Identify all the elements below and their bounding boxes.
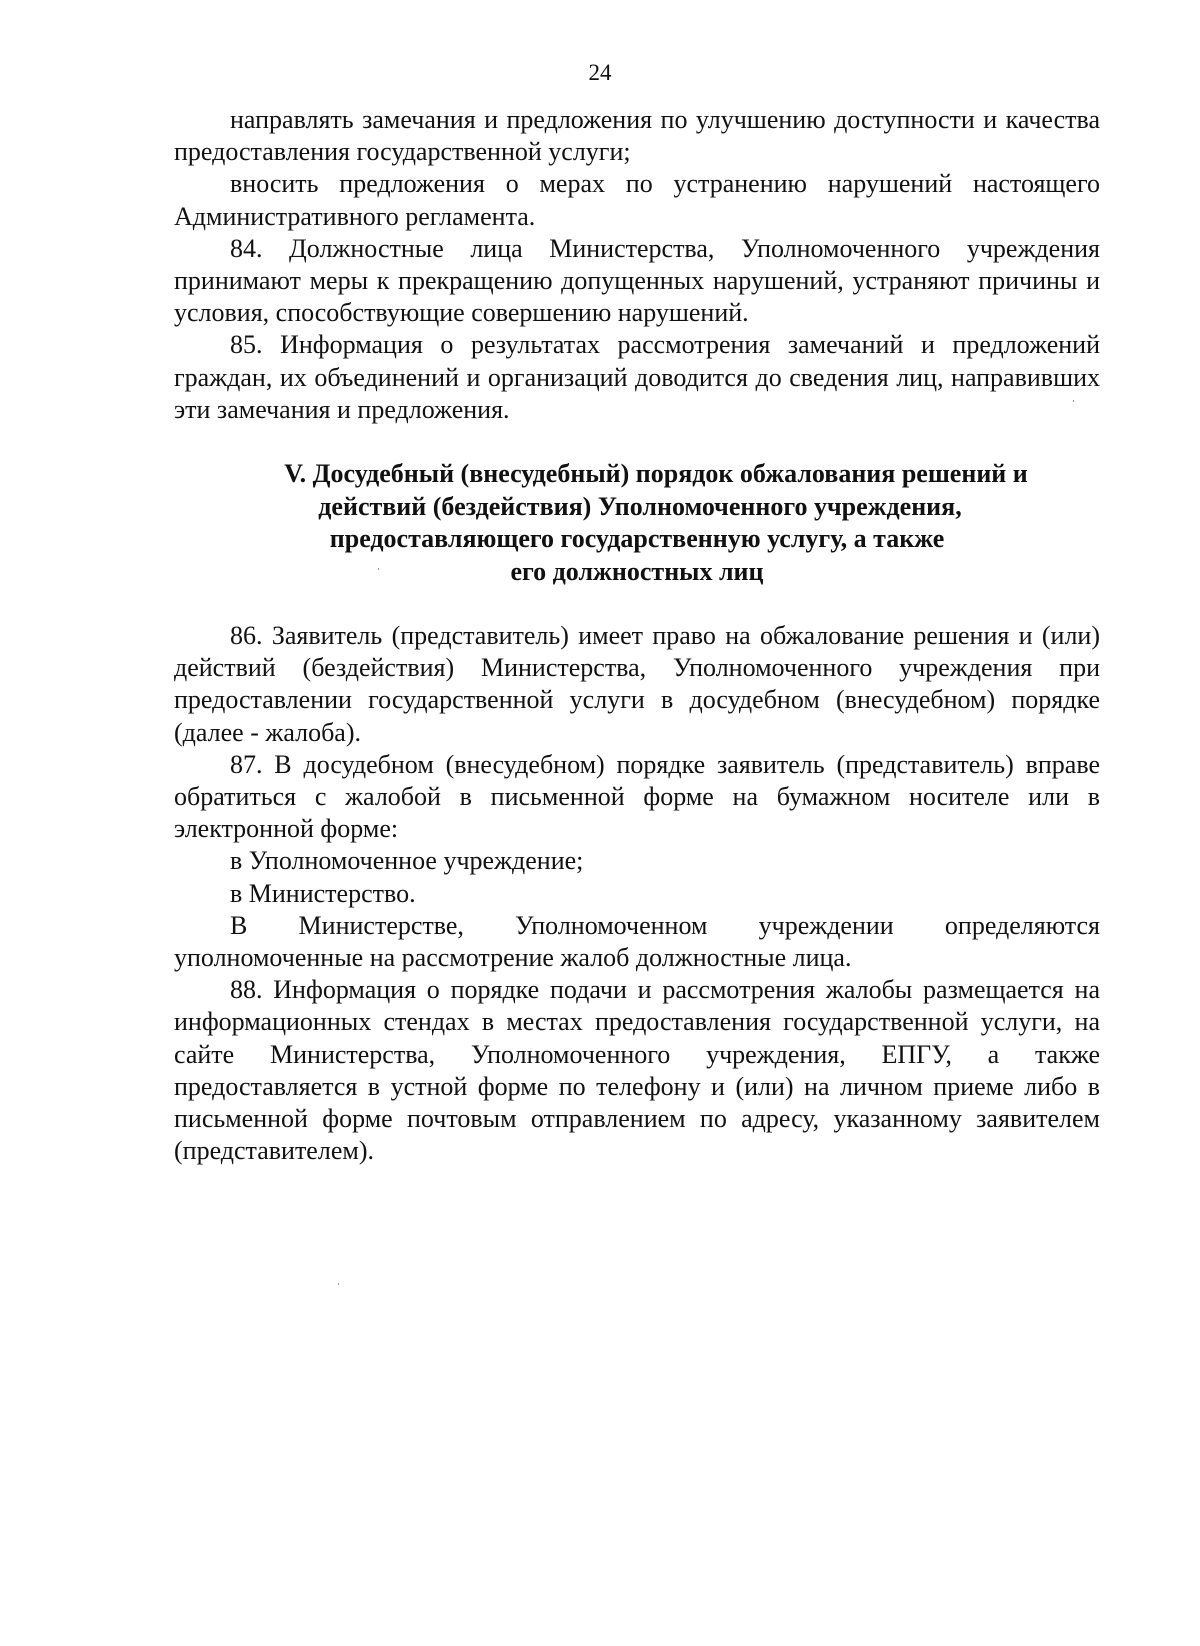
paragraph-88: 88. Информация о порядке подачи и рассмотрения жалобы размещается на информационных стендах в местах предоставления государственной услуги, на сайте Министерства, Уполномоченного учреждения, ЕПГУ, а также предоставляется в устной форме по телефону и (или) на личном приеме либо в письменной форме почтовым отправлением по адресу, указанному заявителем (представителем). (174, 975, 1100, 1166)
scan-speck (378, 568, 379, 570)
heading-line: его должностных лиц (510, 556, 764, 586)
text-block-bottom (174, 620, 1100, 1167)
paragraph-87: 87. В досудебном (внесудебном) порядке заявитель (представитель) вправе обратиться с жалобой в письменной форме на бумажном носителе или в электронной форме: (174, 749, 1100, 844)
section-heading-v (174, 458, 1100, 588)
text-block-top (174, 104, 1100, 426)
heading-line: действий (бездействия) Уполномоченного учреждения, (318, 491, 962, 521)
paragraph-85: 85. Информация о результатах рассмотрения замечаний и предложений граждан, их объединений и организаций доводится до сведения лиц, направивших эти замечания и предложения. (174, 330, 1100, 424)
paragraph-84: 84. Должностные лица Министерства, Уполномоченного учреждения принимают меры к прекращению допущенных нарушений, устраняют причины и условия, способствующие совершению нарушений. (174, 233, 1100, 328)
heading-line: V. Досудебный (внесудебный) порядок обжалования решений и (284, 459, 1028, 488)
list-item-authorized-institution: в Уполномоченное учреждение; (230, 846, 584, 876)
paragraph-send-remarks: направлять замечания и предложения по улучшению доступности и качества предоставления государственной услуги; (174, 105, 1100, 167)
page-number: 24 (588, 60, 612, 85)
paragraph-86: 86. Заявитель (представитель) имеет право на обжалование решения и (или) действий (бездействия) Министерства, Уполномоченного учреждения при предоставлении государственной услуги в досудебном (внесудебном) порядке (далее - жалоба). (174, 621, 1100, 747)
paragraph-make-proposals: вносить предложения о мерах по устранению нарушений настоящего Административного регламента. (174, 169, 1100, 231)
list-item-ministry: в Министерство. (230, 878, 416, 908)
paragraph-authorized-officials: В Министерстве, Уполномоченном учреждении определяются уполномоченные на рассмотрение жалоб должностные лица. (174, 910, 1100, 973)
scan-speck (1073, 400, 1074, 402)
scan-speck (338, 1283, 339, 1285)
heading-line: предоставляющего государственную услугу, а также (329, 524, 945, 554)
